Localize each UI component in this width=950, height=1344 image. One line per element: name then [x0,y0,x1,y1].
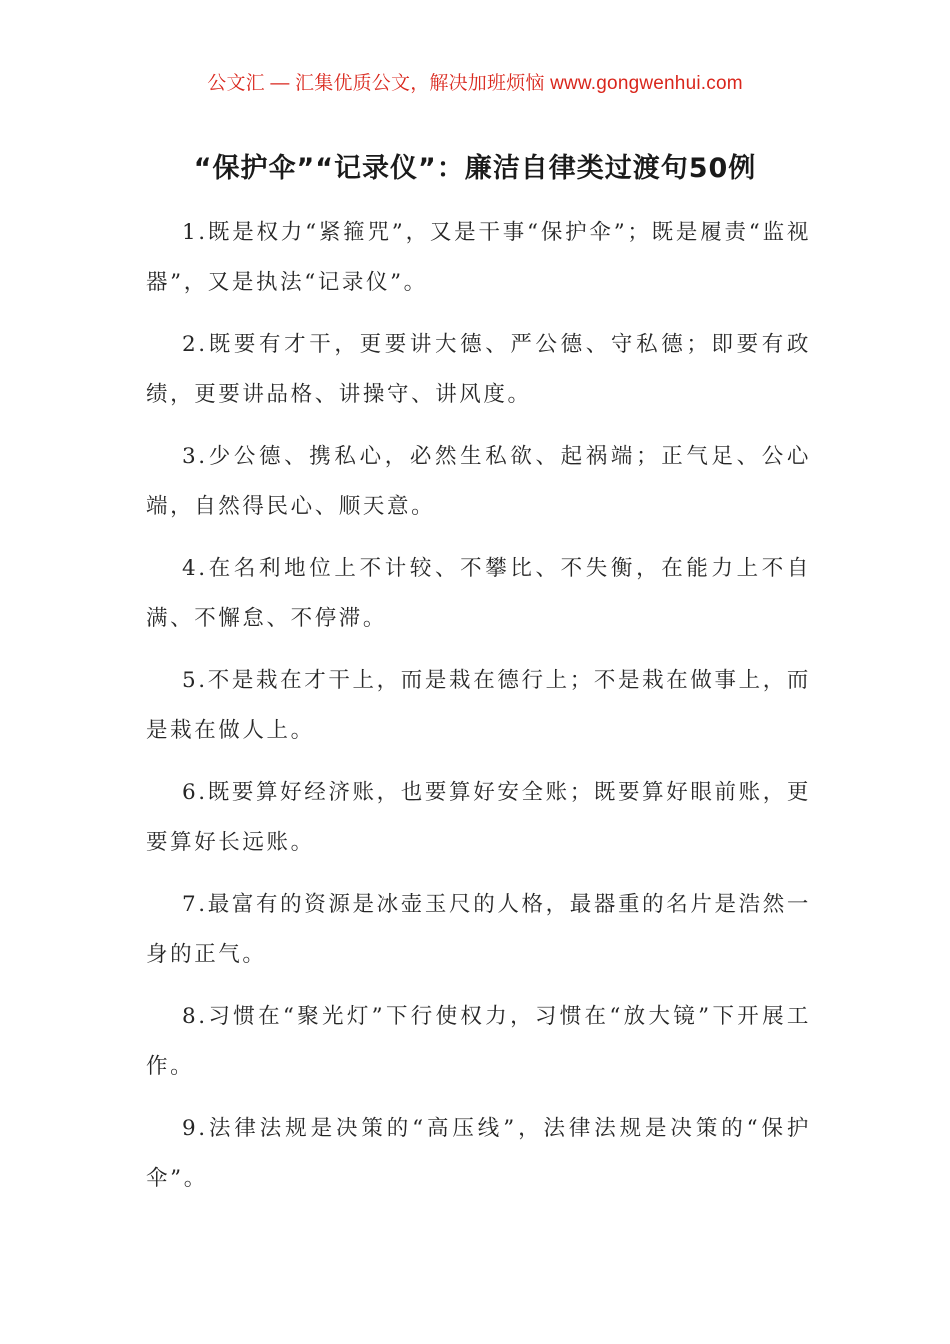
list-item: 7.最富有的资源是冰壶玉尺的人格，最器重的名片是浩然一身的正气。 [146,892,811,967]
site-banner: 公文汇 — 汇集优质公文，解决加班烦恼 www.gongwenhui.com [207,73,743,94]
list-item: 3.少公德、携私心，必然生私欲、起祸端；正气足、公心端，自然得民心、顺天意。 [146,444,811,519]
list-item: 4.在名利地位上不计较、不攀比、不失衡，在能力上不自满、不懈怠、不停滞。 [146,556,811,631]
list-item: 9.法律法规是决策的“高压线”，法律法规是决策的“保护伞”。 [146,1116,811,1191]
list-item: 6.既要算好经济账，也要算好安全账；既要算好眼前账，更要算好长远账。 [146,780,811,855]
document-title: “保护伞”“记录仪”：廉洁自律类过渡句50例 [193,153,757,184]
list-item: 2.既要有才干，更要讲大德、严公德、守私德；即要有政绩，更要讲品格、讲操守、讲风度。 [146,332,811,407]
list-item: 8.习惯在“聚光灯”下行使权力，习惯在“放大镜”下开展工作。 [146,1004,811,1079]
list-item: 1.既是权力“紧箍咒”，又是干事“保护伞”；既是履责“监视器”，又是执法“记录仪”。 [146,220,811,295]
item-list [146,208,811,1216]
list-item: 5.不是栽在才干上，而是栽在德行上；不是栽在做事上，而是栽在做人上。 [146,668,811,743]
